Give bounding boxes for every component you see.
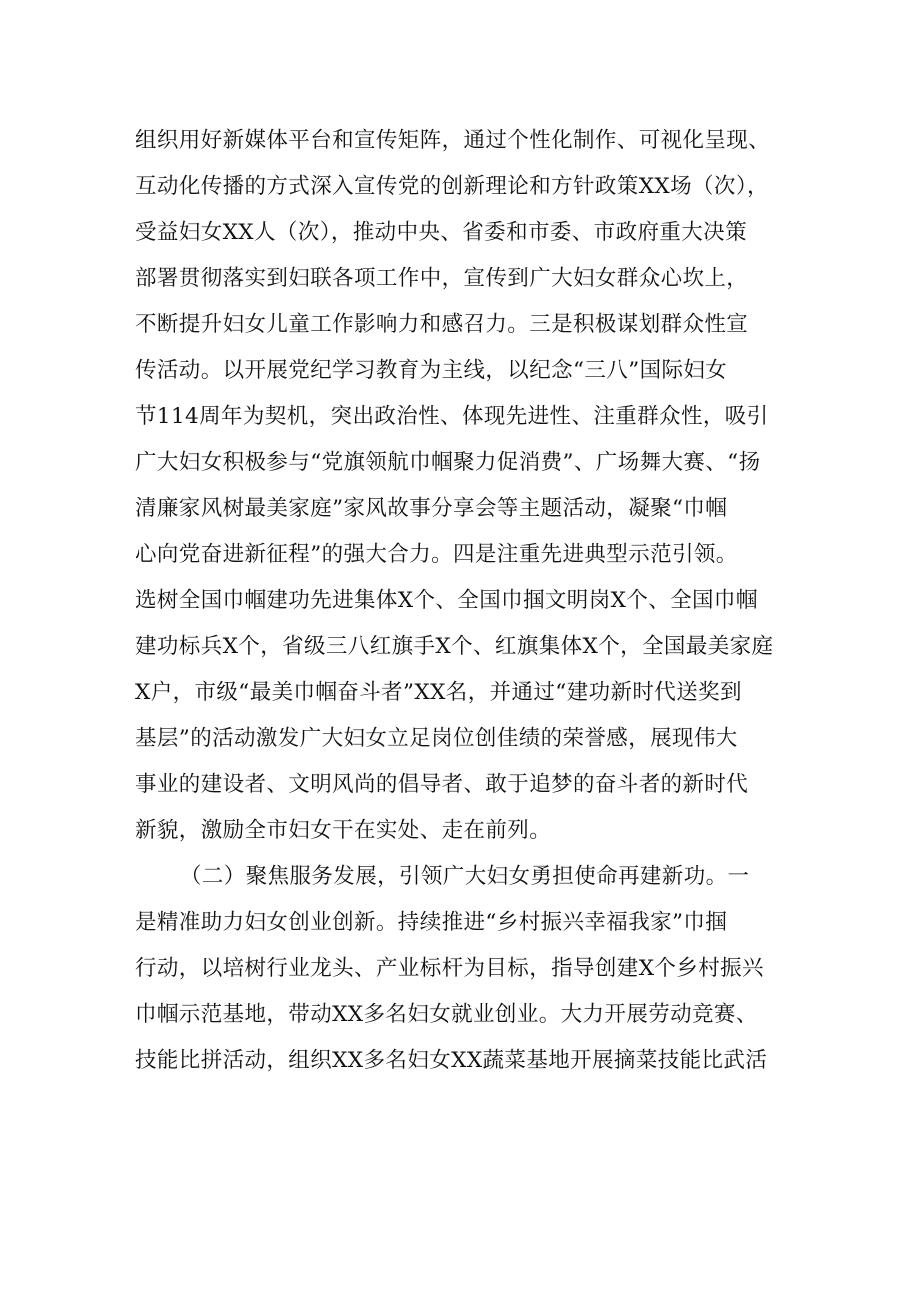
- text-line: 技能比拼活动，组织XX多名妇女XX蔬菜基地开展摘菜技能比武活: [135, 1048, 768, 1073]
- text-line: 心向党奋进新征程”的强大合力。四是注重先进典型示范引领。: [135, 542, 738, 567]
- text-line: 传活动。以开展党纪学习教育为主线，以纪念“三八”国际妇女: [135, 358, 728, 383]
- text-line: 组织用好新媒体平台和宣传矩阵，通过个性化制作、可视化呈现、: [135, 128, 771, 153]
- text-line: 受益妇女XX人（次），推动中央、省委和市委、市政府重大决策: [135, 220, 747, 245]
- text-line: 部署贯彻落实到妇联各项工作中，宣传到广大妇女群众心坎上，: [135, 266, 749, 291]
- section-heading-line: （二）聚焦服务发展，引领广大妇女勇担使命再建新功。一: [180, 864, 750, 889]
- text-line: 是精准助力妇女创业创新。持续推进“乡村振兴幸福我家”巾掴: [135, 910, 728, 935]
- text-line: 建功标兵X个，省级三八红旗手X个、红旗集体X个，全国最美家庭: [135, 634, 774, 659]
- text-line: 互动化传播的方式深入宣传党的创新理论和方针政策XX场（次），: [135, 174, 769, 199]
- text-line: 新貌，激励全市妇女干在实处、走在前列。: [135, 818, 552, 843]
- text-line: X户，市级“最美巾帼奋斗者”XX名，并通过“建功新时代送奖到: [135, 680, 742, 705]
- text-line: 行动，以培树行业龙头、产业标杆为目标，指导创建X个乡村振兴: [135, 956, 764, 981]
- text-line: 选树全国巾帼建功先进集体X个、全国巾掴文明岗X个、全国巾帼: [135, 588, 758, 613]
- text-line: 清廉家风树最美家庭”家风故事分享会等主题活动，凝聚“巾帼: [135, 496, 728, 521]
- text-line: 巾帼示范基地，带动XX多名妇女就业创业。大力开展劳动竞赛、: [135, 1002, 758, 1027]
- text-line: 基层”的活动激发广大妇女立足岗位创佳绩的荣誉感，展现伟大: [135, 726, 738, 751]
- text-line: 节114周年为契机，突出政治性、体现先进性、注重群众性，吸引: [135, 404, 769, 429]
- text-line: 不断提升妇女儿童工作影响力和感召力。三是积极谋划群众性宣: [135, 312, 749, 337]
- text-line: 事业的建设者、文明风尚的倡导者、敢于追梦的奋斗者的新时代: [135, 772, 749, 797]
- text-line: 广大妇女积极参与“党旗领航巾帼聚力促消费”、广场舞大赛、“扬: [135, 450, 761, 475]
